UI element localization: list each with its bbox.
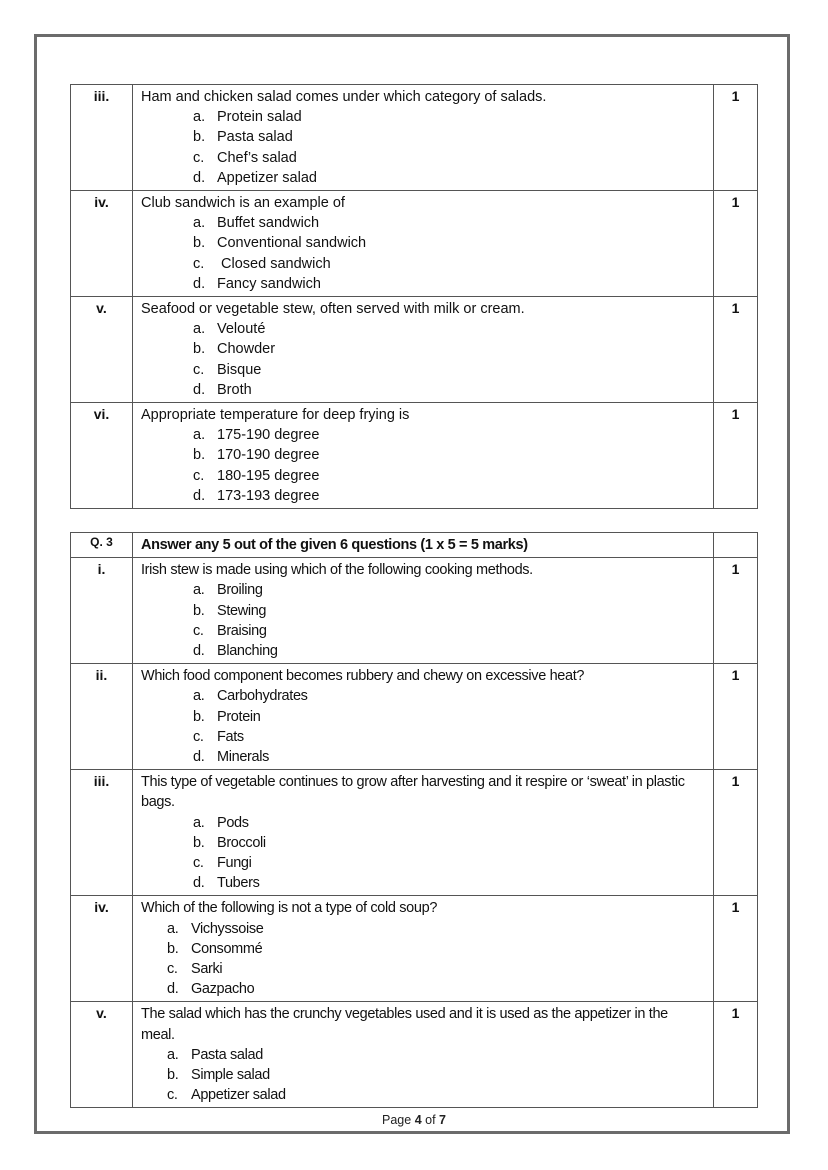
question-body [133,664,714,770]
page-footer [0,1113,828,1127]
options-list [141,919,705,1000]
option-text: Gazpacho [191,981,255,998]
option-item [141,959,705,979]
question-body [133,191,714,297]
option-item [141,919,705,939]
option-label: d. [193,169,206,186]
question-row [71,558,758,664]
option-label: b. [167,940,179,957]
option-item [141,1065,705,1085]
option-label: a. [193,321,206,338]
question-text: Seafood or vegetable stew, often served with milk or cream. [141,301,525,318]
option-item [141,621,705,641]
page-prefix: Page [382,1113,415,1127]
option-text: Fancy sandwich [217,275,321,292]
question-text: Which of the following is not a type of cold soup? [141,900,438,917]
question-marks: 1 [714,558,758,664]
question-text: Which food component becomes rubbery and chewy on excessive heat? [141,668,585,685]
options-list [141,425,705,506]
option-text: Pasta salad [217,129,293,146]
option-label: d. [193,643,205,660]
option-item [141,833,705,853]
option-item [141,445,705,465]
option-text: Fats [217,728,244,745]
option-item [141,274,705,294]
option-label: a. [167,1046,179,1063]
option-text: Tubers [217,875,260,892]
option-item [141,707,705,727]
question-marks: 1 [714,85,758,191]
page-total: 7 [439,1113,446,1127]
question-number: v. [71,297,133,403]
question-row [71,297,758,403]
option-label: c. [193,728,204,745]
option-item [141,466,705,486]
question-row [71,770,758,896]
option-label: c. [167,961,178,978]
option-item [141,727,705,747]
option-text: 173-193 degree [217,487,320,504]
question-row [71,664,758,770]
question-number: iv. [71,191,133,297]
question-text: The salad which has the crunchy vegetables used and it is used as the appetizer in the meal. [141,1006,668,1043]
option-label: c. [193,622,204,639]
option-text: Minerals [217,749,269,766]
question-body [133,403,714,509]
option-item [141,168,705,188]
options-list [141,686,705,767]
option-label: b. [193,834,205,851]
option-item [141,813,705,833]
option-item [141,1045,705,1065]
question-number: iii. [71,770,133,896]
option-label: b. [193,129,206,146]
question-body [133,770,714,896]
question-text: Appropriate temperature for deep frying is [141,407,410,424]
option-label: c. [193,467,205,484]
options-list [141,107,705,188]
option-label: b. [193,341,206,358]
option-item [141,873,705,893]
option-item [141,339,705,359]
option-label: a. [193,215,206,232]
option-label: b. [193,235,206,252]
option-label: a. [193,582,205,599]
option-text: Conventional sandwich [217,235,367,252]
option-item [141,979,705,999]
question-number: ii. [71,664,133,770]
option-label: a. [193,688,205,705]
option-text: Sarki [191,961,223,978]
section-number: Q. 3 [71,533,133,558]
option-label: a. [193,109,206,126]
option-item [141,1085,705,1105]
option-text: Braising [217,622,267,639]
options-list [141,580,705,661]
option-text: Broccoli [217,834,266,851]
option-text: Velouté [217,321,266,338]
option-text: Pasta salad [191,1046,263,1063]
option-text: 180-195 degree [217,467,320,484]
option-label: b. [193,602,205,619]
option-text: Appetizer salad [217,169,317,186]
question-table-q3 [70,532,758,1108]
option-item [141,425,705,445]
option-label: d. [167,981,179,998]
option-item [141,127,705,147]
option-item [141,360,705,380]
question-marks: 1 [714,191,758,297]
option-text: Simple salad [191,1067,270,1084]
section-marks [714,533,758,558]
option-text: Consommé [191,940,263,957]
question-marks: 1 [714,297,758,403]
options-list [141,813,705,894]
option-label: a. [167,920,179,937]
question-row [71,403,758,509]
question-text: This type of vegetable continues to grow after harvesting and it respire or ‘sweat’ in plastic bags. [141,774,685,811]
option-label: d. [193,749,205,766]
question-text: Club sandwich is an example of [141,195,345,212]
question-marks: 1 [714,770,758,896]
option-item [141,380,705,400]
option-text: Appetizer salad [191,1087,286,1104]
options-list [141,319,705,400]
options-list [141,1045,705,1106]
option-item [141,213,705,233]
option-text: Buffet sandwich [217,215,320,232]
option-text: Carbohydrates [217,688,308,705]
option-item [141,853,705,873]
question-number: i. [71,558,133,664]
option-item [141,939,705,959]
question-text: Ham and chicken salad comes under which category of salads. [141,89,547,105]
option-label: d. [193,381,206,398]
option-label: b. [193,447,206,464]
question-number: vi. [71,403,133,509]
question-number: iii. [71,85,133,191]
option-item [141,747,705,767]
option-label: c. [193,255,205,272]
option-text: Chef’s salad [217,149,297,166]
option-text: Blanching [217,643,278,660]
question-marks: 1 [714,664,758,770]
question-row [71,896,758,1002]
option-label: d. [193,875,205,892]
option-label: d. [193,275,206,292]
section-header-row [71,533,758,558]
question-text: Irish stew is made using which of the following cooking methods. [141,562,533,579]
option-item [141,486,705,506]
page-of: of [421,1113,440,1127]
option-item [141,148,705,168]
option-label: a. [193,427,206,444]
option-text: Vichyssoise [191,920,264,937]
option-text: Stewing [217,602,267,619]
option-text: Protein salad [217,109,302,126]
question-body [133,85,714,191]
option-text: Fungi [217,855,252,872]
question-row [71,1002,758,1108]
page-current: 4 [414,1113,422,1127]
option-label: c. [193,149,205,166]
question-row [71,191,758,297]
option-item [141,641,705,661]
option-text: Broiling [217,582,263,599]
question-marks: 1 [714,896,758,1002]
option-item [141,580,705,600]
option-item [141,233,705,253]
option-item [141,107,705,127]
option-label: d. [193,487,206,504]
question-body [133,297,714,403]
options-list [141,213,705,294]
option-text: 175-190 degree [217,427,320,444]
option-item [141,254,705,274]
option-text: Pods [217,814,249,831]
question-body [133,896,714,1002]
question-marks: 1 [714,1002,758,1108]
option-text: Closed sandwich [217,255,331,272]
option-text: Bisque [217,361,262,378]
question-number: iv. [71,896,133,1002]
question-marks: 1 [714,403,758,509]
option-item [141,319,705,339]
option-text: Chowder [217,341,276,358]
question-row [71,85,758,191]
question-body [133,558,714,664]
option-label: a. [193,814,205,831]
option-label: c. [193,361,205,378]
question-table-continued [70,84,758,509]
question-body [133,1002,714,1108]
option-label: c. [193,855,204,872]
option-label: b. [193,708,205,725]
option-item [141,686,705,706]
option-text: Protein [217,708,261,725]
question-number: v. [71,1002,133,1108]
option-text: 170-190 degree [217,447,320,464]
option-label: b. [167,1067,179,1084]
section-instructions: Answer any 5 out of the given 6 questions (1 x 5 = 5 marks) [133,533,714,558]
option-item [141,601,705,621]
option-label: c. [167,1087,178,1104]
option-text: Broth [217,381,252,398]
